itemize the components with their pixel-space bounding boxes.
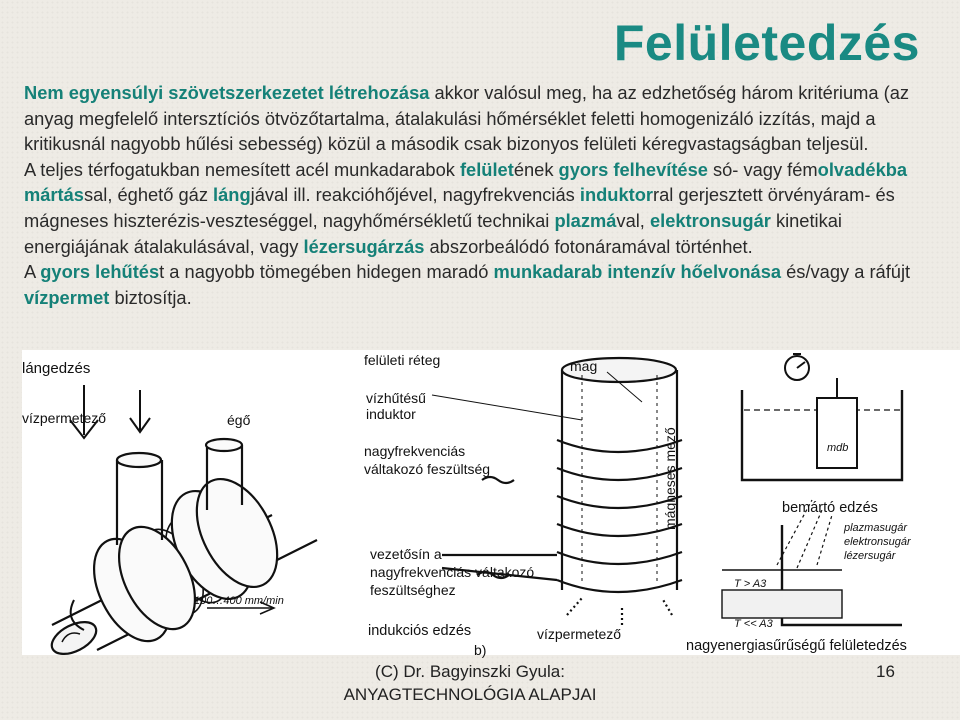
label-busbar: vezetősín a nagyfrekvenciás váltakozó feszültséghez xyxy=(370,546,535,598)
footer xyxy=(300,660,640,706)
text-run: kinetikai energiájának átalakulásával, vagy xyxy=(24,209,842,257)
highlight-term: láng xyxy=(213,184,251,206)
text-run: só- vagy fém xyxy=(707,158,818,180)
label-cond1: T > A3 xyxy=(734,578,767,590)
footer-course: ANYAGTECHNOLÓGIA ALAPJAI xyxy=(343,685,597,704)
body-text xyxy=(24,80,936,310)
label-coil: vízhűtésű induktor xyxy=(366,390,426,422)
text-run: val, xyxy=(616,209,650,231)
text-run: A xyxy=(24,261,41,283)
highlight-term: vízpermet xyxy=(24,286,110,308)
text-run: akkor valósul meg, ha az edzhetőség három kritériuma (az anyag megfelelő intersztíciós ötvözőtartalma, átalakulási hőmérséklet feletti homogenizáló izzítás, majd a kritikusnál nagyobb hűlési sebesség) közül a második csak bizonyos felületi kéregvastagságban teljesül. xyxy=(24,82,910,155)
label-laser: lézersugár xyxy=(844,550,896,562)
label-beam-title: nagyenergiasűrűségű felületedzés xyxy=(686,638,907,654)
label-flame-spray: vízpermetező xyxy=(22,410,107,426)
label-cond2: T << A3 xyxy=(734,618,773,630)
highlight-term: munkadarab intenzív hőelvonása xyxy=(493,261,782,283)
text-run: sal, éghető gáz xyxy=(83,184,214,206)
label-surface-layer: felületi réteg xyxy=(364,352,441,368)
label-induction-title: indukciós edzés xyxy=(368,623,472,639)
label-flame-speed: 100…400 mm/min xyxy=(194,595,284,607)
figure-surface-hardening xyxy=(22,350,960,658)
label-part-b: b) xyxy=(474,642,487,658)
highlight-term: Nem egyensúlyi szövetszerkezetet létrehozása xyxy=(24,82,430,103)
highlight-term: lézersugárzás xyxy=(303,235,425,257)
label-flame-title: lángedzés xyxy=(22,360,91,377)
label-hf-voltage: nagyfrekvenciás váltakozó feszültség xyxy=(364,443,491,477)
highlight-term: elektronsugár xyxy=(649,209,771,231)
label-electron: elektronsugár xyxy=(844,536,911,548)
flame-burner-ring xyxy=(79,466,294,654)
label-induction-spray: vízpermetező xyxy=(537,626,622,642)
text-run: ral gerjesztett örvényáram- és mágneses hiszterézis-veszteséggel, nagyhőmérsékletű technikai xyxy=(24,184,895,231)
label-magnetic-field: mágneses mező xyxy=(662,427,678,530)
highlight-term: induktor xyxy=(579,184,653,206)
label-bath: mdb xyxy=(827,442,849,454)
text-run: biztosítja. xyxy=(109,286,192,308)
highlight-term: felület xyxy=(459,158,514,180)
footer-author: (C) Dr. Bagyinszki Gyula: xyxy=(375,662,565,681)
highlight-term: gyors felhevítése xyxy=(558,158,708,180)
label-immersion: bemártó edzés xyxy=(782,500,878,516)
text-run: ének xyxy=(513,158,559,180)
label-flame-burner: égő xyxy=(227,412,251,428)
text-run: A teljes térfogatukban nemesített acél munkadarabok xyxy=(24,158,460,180)
text-run: és/vagy a ráfújt xyxy=(781,261,911,283)
text-run: t a nagyobb tömegében hidegen maradó xyxy=(159,261,494,283)
page-number: 16 xyxy=(876,662,895,681)
highlight-term: gyors lehűtés xyxy=(40,261,160,283)
label-plasma: plazmasugár xyxy=(844,522,907,534)
highlight-term: plazmá xyxy=(554,209,617,231)
text-run: abszorbeálódó fotonáramával történhet. xyxy=(424,235,753,257)
page-title: Felületedzés xyxy=(613,15,920,71)
text-run: jával ill. reakcióhőjével, nagyfrekvenciás xyxy=(250,184,580,206)
highlight-term: olvadékba mártás xyxy=(24,158,908,206)
label-core: mag xyxy=(570,358,598,374)
